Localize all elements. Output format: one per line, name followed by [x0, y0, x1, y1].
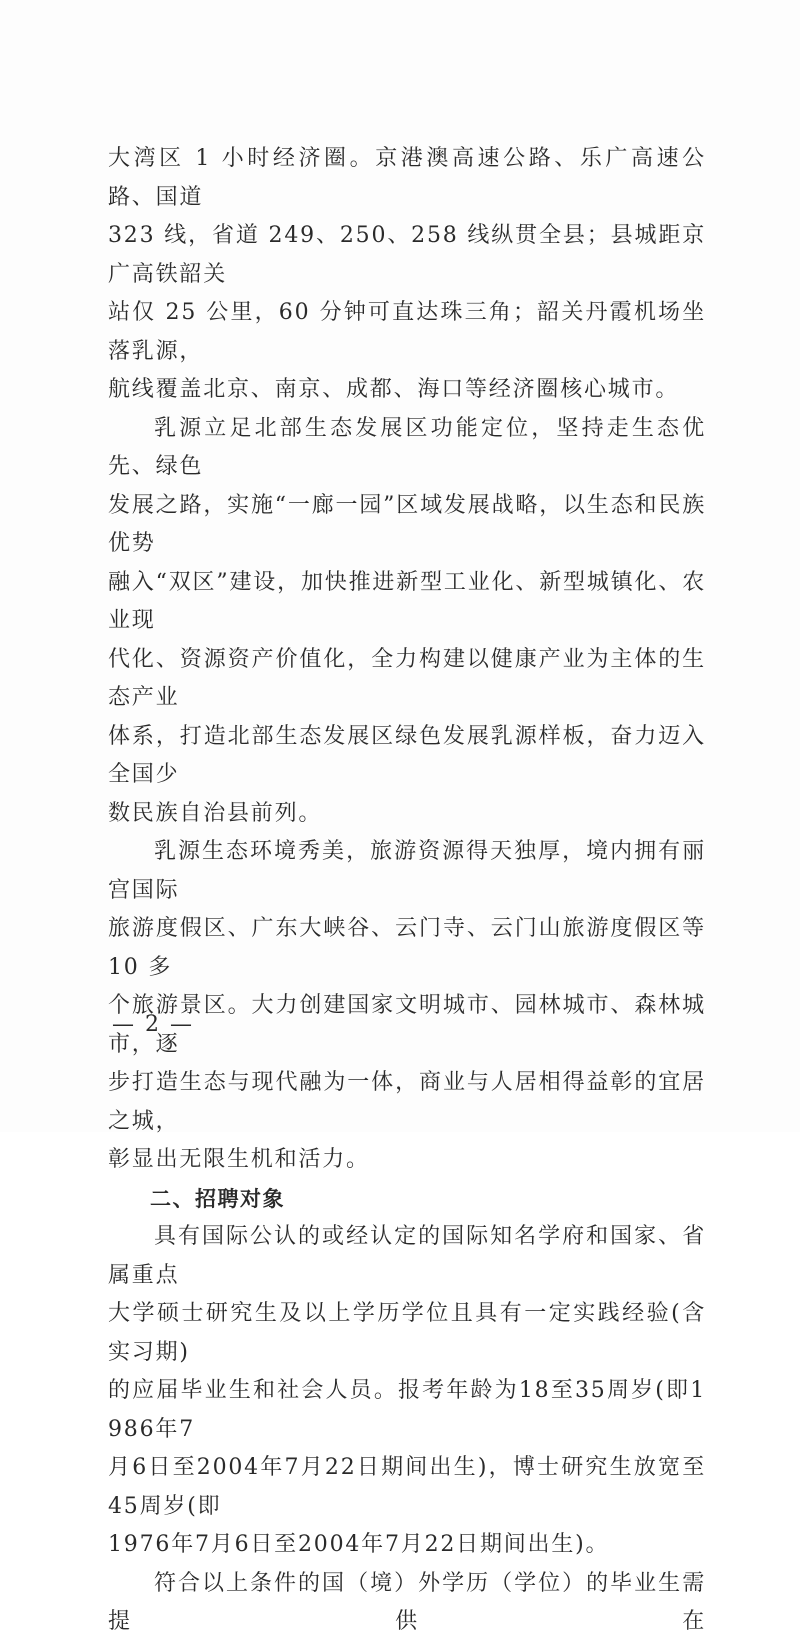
text-line: 乳源生态环境秀美，旅游资源得天独厚，境内拥有丽宫国际	[108, 839, 706, 903]
page-number: — 2 —	[112, 1012, 194, 1037]
document-body	[108, 140, 706, 1642]
text-line: 323 线，省道 249、250、258 线纵贯全县；县城距京广高铁韶关	[108, 223, 706, 287]
text-line: 发展之路，实施“一廊一园”区域发展战略，以生态和民族优势	[108, 492, 706, 556]
text-line: 乳源立足北部生态发展区功能定位，坚持走生态优先、绿色	[108, 415, 706, 479]
text-line: 符合以上条件的国（境）外学历（学位）的毕业生需提供在	[108, 1570, 706, 1634]
text-line: 代化、资源资产价值化，全力构建以健康产业为主体的生态产业	[108, 646, 706, 710]
text-line: 月6日至2004年7月22日期间出生)，博士研究生放宽至45周岁(即	[108, 1455, 706, 1519]
text-line: 数民族自治县前列。	[108, 800, 323, 826]
text-line: 大学硕士研究生及以上学历学位且具有一定实践经验(含实习期)	[108, 1301, 706, 1365]
text-line: 旅游度假区、广东大峡谷、云门寺、云门山旅游度假区等 10 多	[108, 916, 706, 980]
text-line: 航线覆盖北京、南京、成都、海口等经济圈核心城市。	[108, 377, 680, 402]
text-line: 步打造生态与现代融为一体，商业与人居相得益彰的宜居之城，	[108, 1070, 706, 1134]
paragraph-eligibility	[108, 1218, 706, 1565]
paragraph-transport	[108, 140, 706, 410]
text-line: 融入“双区”建设，加快推进新型工业化、新型城镇化、农业现	[108, 569, 706, 633]
text-line: 彰显出无限生机和活力。	[108, 1147, 370, 1172]
paragraph-ecology-strategy	[108, 410, 706, 834]
text-line: 具有国际公认的或经认定的国际知名学府和国家、省属重点	[108, 1224, 706, 1288]
text-line: 1976年7月6日至2004年7月22日期间出生)。	[108, 1532, 610, 1557]
text-line: 站仅 25 公里，60 分钟可直达珠三角；韶关丹霞机场坐落乳源，	[108, 300, 706, 364]
text-line: 个旅游景区。大力创建国家文明城市、园林城市、森林城市，逐	[108, 993, 706, 1057]
section-heading: 二、招聘对象	[150, 1186, 285, 1211]
text-line: 大湾区 1 小时经济圈。京港澳高速公路、乐广高速公路、国道	[108, 146, 706, 210]
paragraph-tourism	[108, 833, 706, 1180]
text-line: 的应届毕业生和社会人员。报考年龄为18至35周岁(即1986年7	[108, 1378, 706, 1442]
paragraph-overseas	[108, 1565, 706, 1642]
text-line: 体系，打造北部生态发展区绿色发展乳源样板，奋力迈入全国少	[108, 723, 706, 787]
